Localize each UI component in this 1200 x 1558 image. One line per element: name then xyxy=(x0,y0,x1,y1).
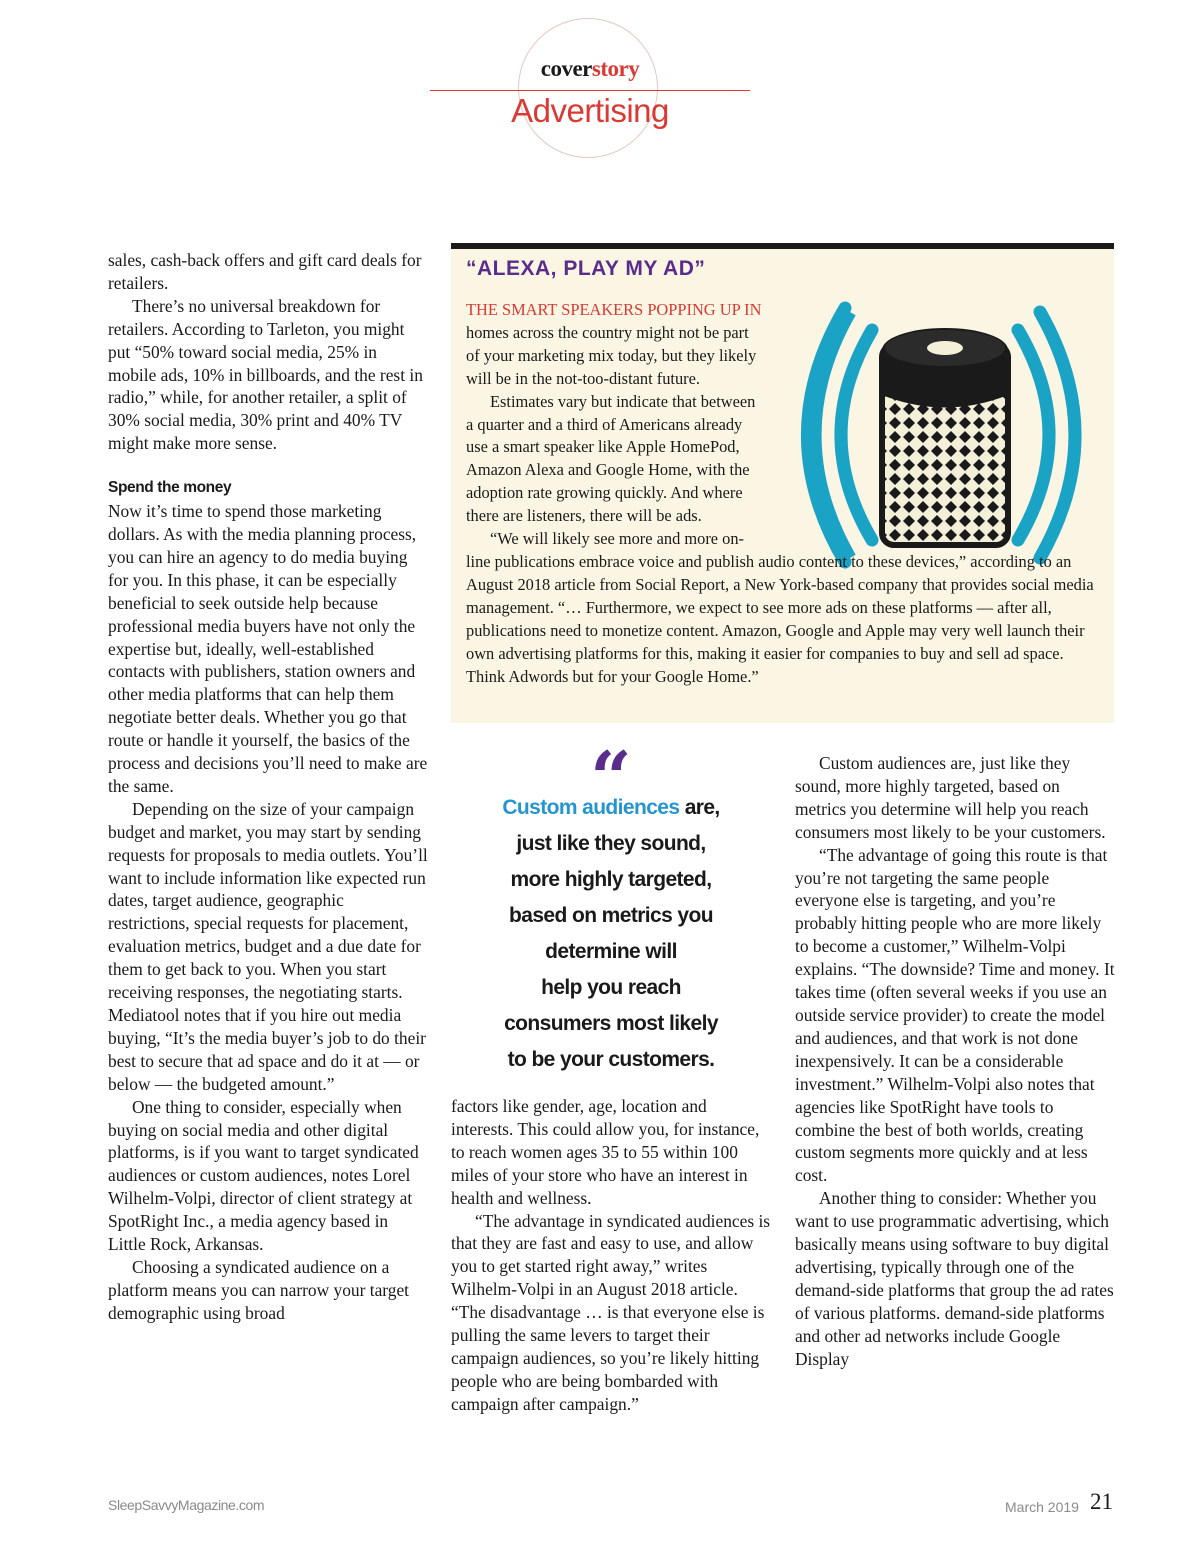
sidebar-lead-in: THE SMART SPEAKERS POPPING UP IN xyxy=(466,300,762,319)
paragraph: Custom audiences are, just like they sound, more highly targeted, based on metrics you determine will help you reach consumers most likely to be your customers. xyxy=(795,753,1106,842)
paragraph: Choosing a syndicated audience on a platform means you can narrow your target demographic using broad xyxy=(108,1256,410,1323)
paragraph: There’s no universal breakdown for retailers. According to Tarleton, you might put “50% toward social media, 25% in mobile ads, 10% in billboards, and the rest in radio,” while, for another retailer, a split of 30% social media, 30% print and 40% TV might make more sense. xyxy=(108,295,423,454)
paragraph: Another thing to consider: Whether you want to use programmatic advertising, which basically means using software to buy digital advertising, typically through one of the demand-side platforms that group the ad rates of various platforms. demand-side platforms and other ad networks include Google Display xyxy=(795,1188,1114,1369)
sidebar-text xyxy=(466,299,1106,688)
sidebar-paragraph-text: homes across the country might not be part of your marketing mix today, but they likely will be in the not-too-distant future. xyxy=(466,322,757,388)
sidebar-paragraph: Estimates vary but indicate that between a quarter and a third of Americans already use a smart speaker like Apple HomePod, Amazon Alexa and Google Home, with the adoption rate growing quickly. And where there are listeners, there will be ads. xyxy=(466,391,756,526)
footer-date: March 2019 xyxy=(1005,1499,1079,1515)
sidebar-title: “ALEXA, PLAY MY AD” xyxy=(466,257,706,280)
pull-quote-line: consumers most likely xyxy=(504,1012,718,1035)
paragraph: “The advantage of going this route is that you’re not targeting the same people everyone else is targeting, and you’re probably hitting people who are more likely to become a customer,” Wilhelm-Volpi explains. “The downside? Time and money. It takes time (often several weeks if you use an outside service provider) to create the model and audiences, and that work is not done inexpensively. It can be a considerable investment.” Wilhelm-Volpi also notes that agencies like SpotRight have tools to combine the best of both worlds, creating custom segments more quickly and at less cost. xyxy=(795,844,1115,1186)
pull-quote xyxy=(451,790,771,1078)
header-rule xyxy=(430,90,750,91)
pull-quote-line xyxy=(451,790,771,826)
article-column-2 xyxy=(451,1095,771,1416)
paragraph: Depending on the size of your campaign budget and market, you may start by sending requests for proposals to media outlets. You’ll want to include information like expected run dates, target audience, geographic restrictions, special requests for placement, evaluation metrics, budget and a due date for them to get back to you. When you start receiving responses, the negotiating starts. Mediatool notes that if you hire out media buying, “It’s the media buyer’s job to do their best to secure that ad space and do it at — or below — the budgeted amount.” xyxy=(108,798,428,1094)
paragraph: Now it’s time to spend those marketing dollars. As with the media planning process, you can hire an agency to do media buying for you. In this phase, it can be especially beneficial to seek outside help because professional media buyers have not only the expertise but, ideally, well-established contacts with publishers, station owners and other media platforms that can help them negotiate better deals. Whether you go that route or handle it yourself, the basics of the process and decisions you’ll need to make are the same. xyxy=(108,501,428,796)
article-column-3 xyxy=(795,752,1115,1370)
pull-quote-line: help you reach xyxy=(541,976,681,999)
pull-quote-line: based on metrics you xyxy=(509,904,713,927)
section-label-part2: story xyxy=(591,56,640,81)
paragraph: One thing to consider, especially when buying on social media and other digital platforms, is if you want to target syndicated audiences or custom audiences, notes Lorel Wilhelm-Volpi, director of client strategy at SpotRight Inc., a media agency based in Little Rock, Arkansas. xyxy=(108,1096,419,1255)
section-topic: Advertising xyxy=(511,92,669,129)
sidebar-paragraph: line publications embrace voice and publish audio content to these devices,” according to an August 2018 article from Social Report, a New York-based company that provides social media management. “… Furthermore, we expect to see more ads on these platforms — after all, publications need to monetize content. Amazon, Google and Apple may very well launch their own advertising platforms for this, making it easier for companies to buy and sell ad space. Think Adwords but for your Google Home.” xyxy=(466,551,1094,686)
pull-quote-highlight: Custom audiences xyxy=(502,796,680,819)
pull-quote-line: more highly targeted, xyxy=(510,868,712,891)
subheading: Spend the money xyxy=(108,479,232,497)
sidebar-paragraph xyxy=(466,299,766,391)
section-label xyxy=(430,56,750,82)
header-circle-ornament xyxy=(518,18,658,158)
pull-quote-line: to be your customers. xyxy=(507,1048,715,1071)
section-label-part1: cover xyxy=(540,56,592,81)
paragraph: “The advantage in syndicated audiences is that they are fast and easy to use, and allow you to get started right away,” writes Wilhelm-Volpi in an August 2018 article. “The disadvantage … is that everyone else is pulling the same levers to target their campaign audiences, so you’re likely hitting people who are being bombarded with campaign after campaign.” xyxy=(451,1210,771,1414)
quote-mark-icon: “ xyxy=(590,735,632,820)
pull-quote-line: just like they sound, xyxy=(516,832,706,855)
paragraph: sales, cash-back offers and gift card deals for retailers. xyxy=(108,250,422,293)
paragraph: factors like gender, age, location and interests. This could allow you, for instance, to reach women ages 35 to 55 within 100 miles of your store who have an interest in health and wellness. xyxy=(451,1096,760,1208)
pull-quote-line: determine will xyxy=(545,940,677,963)
pull-quote-text: are, xyxy=(679,796,720,819)
article-column-1 xyxy=(108,249,428,1325)
sidebar-paragraph: “We will likely see more and more on- xyxy=(490,529,745,549)
page-number: 21 xyxy=(1090,1489,1113,1514)
footer-website: SleepSavvyMagazine.com xyxy=(108,1497,265,1513)
